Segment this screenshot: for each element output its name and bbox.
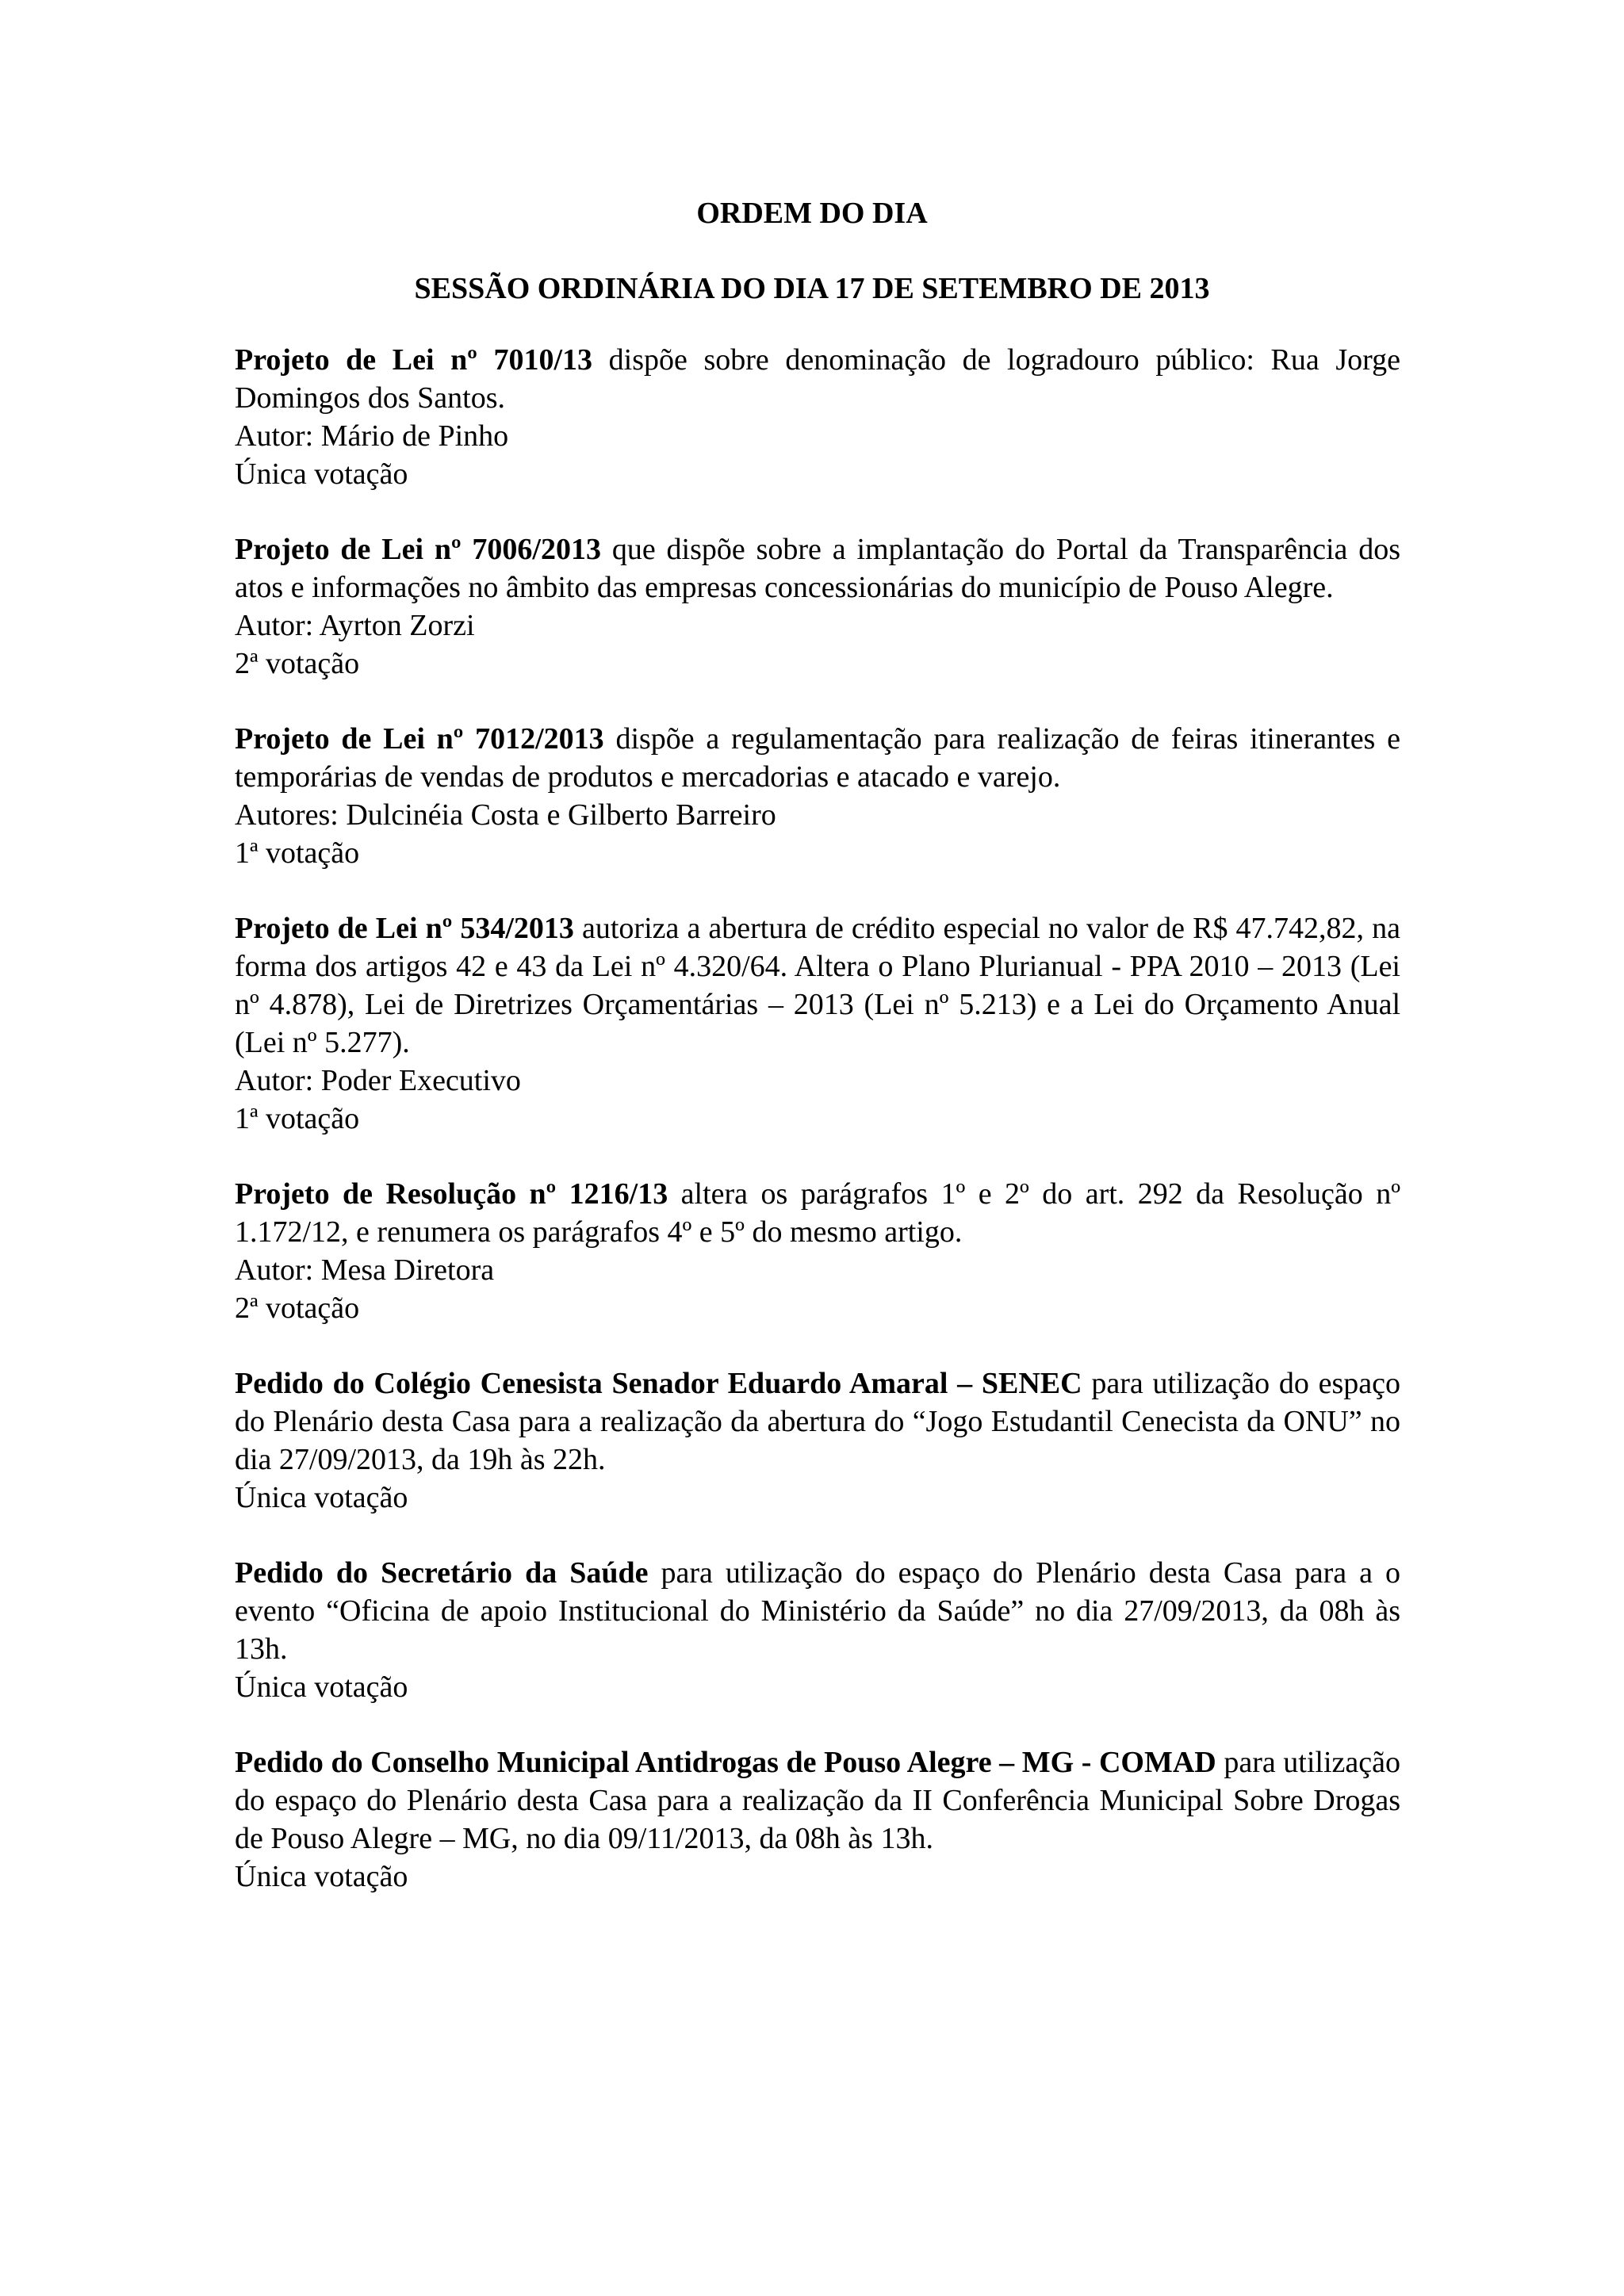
document-title: ORDEM DO DIA — [696, 197, 928, 230]
item-voting: Única votação — [235, 1860, 408, 1893]
item-description — [235, 720, 1400, 796]
item-label: Pedido do Colégio Cenesista Senador Eduardo Amaral – SENEC — [235, 1367, 1082, 1400]
agenda-item — [235, 1554, 1400, 1706]
agenda-item — [235, 341, 1400, 493]
item-description — [235, 909, 1400, 1062]
item-label: Pedido do Secretário da Saúde — [235, 1556, 649, 1590]
item-label: Projeto de Lei nº 534/2013 — [235, 912, 574, 945]
item-voting: Única votação — [235, 1481, 408, 1514]
agenda-item — [235, 1364, 1400, 1517]
item-author: Autor: Poder Executivo — [235, 1064, 521, 1097]
item-voting: Única votação — [235, 1670, 408, 1704]
item-label: Projeto de Resolução nº 1216/13 — [235, 1177, 668, 1211]
item-label: Projeto de Lei nº 7010/13 — [235, 343, 593, 377]
item-text: dispõe sobre denominação de logradouro público: Rua Jorge Domingos dos Santos. — [235, 343, 1400, 415]
agenda-item — [235, 1743, 1400, 1896]
item-description — [235, 1554, 1400, 1668]
item-description — [235, 1364, 1400, 1479]
item-text: que dispõe sobre a implantação do Portal da Transparência dos atos e informações no âmbito das empresas concessionárias do município de Pouso Alegre. — [235, 533, 1400, 604]
agenda-items — [235, 341, 1400, 1933]
item-text: para utilização do espaço do Plenário desta Casa para a realização da II Conferência Municipal Sobre Drogas de Pouso Alegre – MG, no dia 09/11/2013, da 08h às 13h. — [235, 1746, 1400, 1855]
item-description — [235, 1743, 1400, 1858]
item-description — [235, 530, 1400, 607]
agenda-item — [235, 720, 1400, 872]
item-description — [235, 341, 1400, 417]
agenda-item — [235, 1175, 1400, 1327]
agenda-item — [235, 909, 1400, 1138]
item-description — [235, 1175, 1400, 1251]
item-label: Pedido do Conselho Municipal Antidrogas de Pouso Alegre – MG - COMAD — [235, 1746, 1216, 1779]
item-author: Autor: Ayrton Zorzi — [235, 609, 475, 642]
item-author: Autor: Mesa Diretora — [235, 1253, 495, 1287]
item-text: para utilização do espaço do Plenário desta Casa para a realização da abertura do “Jogo Estudantil Cenecista da ONU” no dia 27/09/2013, da 19h às 22h. — [235, 1367, 1400, 1476]
item-voting: 1ª votação — [235, 1102, 360, 1135]
item-voting: Única votação — [235, 457, 408, 491]
item-label: Projeto de Lei nº 7006/2013 — [235, 533, 601, 566]
item-text: altera os parágrafos 1º e 2º do art. 292 da Resolução nº 1.172/12, e renumera os parágrafos 4º e 5º do mesmo artigo. — [235, 1177, 1400, 1249]
item-voting: 1ª votação — [235, 836, 360, 870]
item-text: dispõe a regulamentação para realização de feiras itinerantes e temporárias de vendas de produtos e mercadorias e atacado e varejo. — [235, 722, 1400, 794]
item-voting: 2ª votação — [235, 1292, 360, 1325]
item-text: para utilização do espaço do Plenário desta Casa para a o evento “Oficina de apoio Institucional do Ministério da Saúde” no dia 27/09/2013, da 08h às 13h. — [235, 1556, 1400, 1666]
session-heading: SESSÃO ORDINÁRIA DO DIA 17 DE SETEMBRO DE 2013 — [414, 272, 1210, 305]
item-author: Autores: Dulcinéia Costa e Gilberto Barreiro — [235, 798, 776, 832]
item-author: Autor: Mário de Pinho — [235, 419, 509, 453]
agenda-item — [235, 530, 1400, 683]
item-voting: 2ª votação — [235, 647, 360, 680]
item-text: autoriza a abertura de crédito especial no valor de R$ 47.742,82, na forma dos artigos 42 e 43 da Lei nº 4.320/64. Altera o Plano Plurianual - PPA 2010 – 2013 (Lei nº 4.878), Lei de Diretrizes Orçamentárias – 2013 (Lei nº 5.213) e a Lei do Orçamento Anual (Lei nº 5.277). — [235, 912, 1400, 1059]
item-label: Projeto de Lei nº 7012/2013 — [235, 722, 604, 756]
